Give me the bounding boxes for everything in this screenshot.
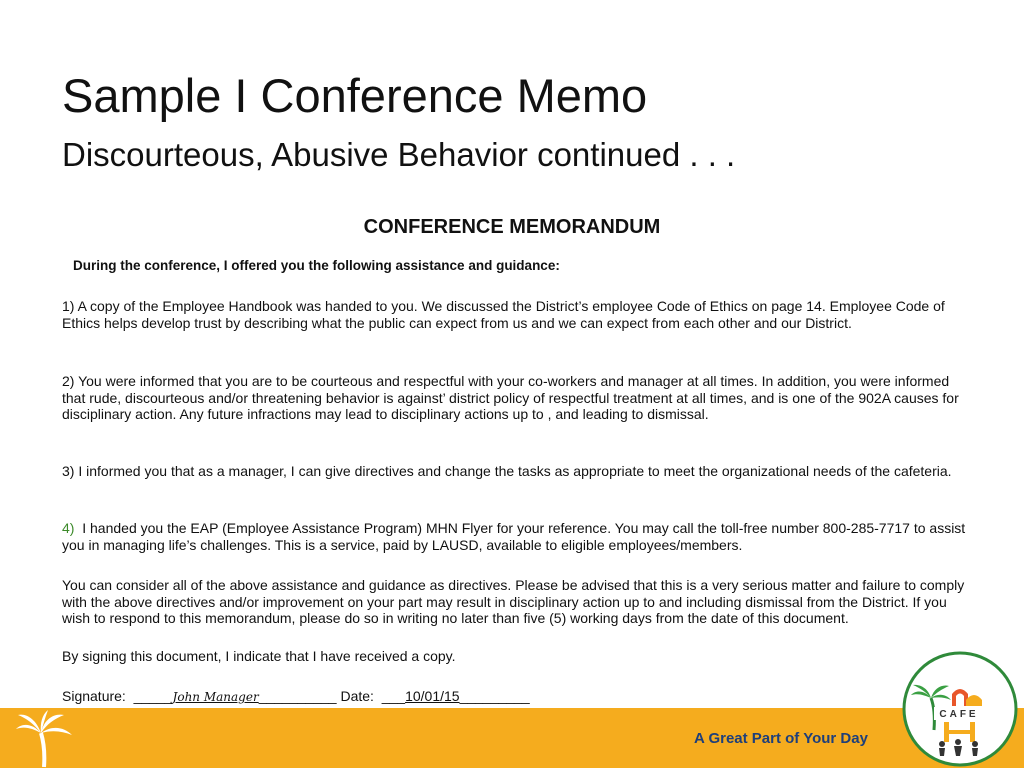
signature-name: John Manager <box>172 690 259 704</box>
memo-closing: You can consider all of the above assistance and guidance as directives. Please be advised that this is a very serious matter and failure to comply with the above directives and/or improvement on your part may result in disciplinary action up to and including dismissal from the District. If you wish to respond to this memorandum, please do so in writing no later than five (5) working days from the date of this document. <box>62 577 965 626</box>
signature-blank-before: _____ <box>133 688 173 704</box>
footer-bar <box>0 708 1024 768</box>
slide-title: Sample I Conference Memo <box>62 69 648 122</box>
memo-item-1: 1) A copy of the Employee Handbook was handed to you. We discussed the District’s employee Code of Ethics on page 14. Employee Code of Ethics helps develop trust by describing what the public can expect from us and we can expect from each other and our District. <box>62 298 945 331</box>
palm-tree-icon <box>14 709 80 768</box>
memo-acknowledgement: By signing this document, I indicate that I have received a copy. <box>62 648 456 664</box>
memo-item-4 <box>62 520 967 553</box>
memo-intro: During the conference, I offered you the following assistance and guidance: <box>73 258 560 273</box>
memo-item-2: 2) You were informed that you are to be courteous and respectful with your co-workers and manager at all times. In addition, you were informed that rude, discourteous and/or threatening behavior is against’ district policy of respectful treatment at all times, and is one of the 902A causes for disciplinary action. Any future infractions may lead to disciplinary actions up to , and leading to dismissal. <box>62 373 959 422</box>
date-label: Date: <box>340 688 374 704</box>
date-blank-after: _________ <box>459 688 530 704</box>
cafe-logo-text: CAFE <box>939 709 979 720</box>
date-value: 10/01/15 <box>405 688 460 704</box>
slide-subtitle: Discourteous, Abusive Behavior continued . . . <box>62 136 736 173</box>
signature-blank-after: __________ <box>258 688 337 704</box>
date-blank-before: ___ <box>381 688 406 704</box>
footer-tagline: A Great Part of Your Day <box>694 730 868 747</box>
cafe-logo-icon <box>900 650 1020 768</box>
memo-item-4-number: 4) <box>62 520 75 536</box>
signature-label: Signature: <box>62 688 126 704</box>
signature-line <box>62 688 530 704</box>
memo-heading: CONFERENCE MEMORANDUM <box>363 216 661 238</box>
memo-item-3: 3) I informed you that as a manager, I can give directives and change the tasks as appropriate to meet the organizational needs of the cafeteria. <box>62 463 952 479</box>
memo-item-4-text: I handed you the EAP (Employee Assistance Program) MHN Flyer for your reference. You may call the toll-free number 800-285-7717 to assist you in managing life’s challenges. This is a service, paid by LAUSD, available to eligible employees/members. <box>62 520 966 553</box>
